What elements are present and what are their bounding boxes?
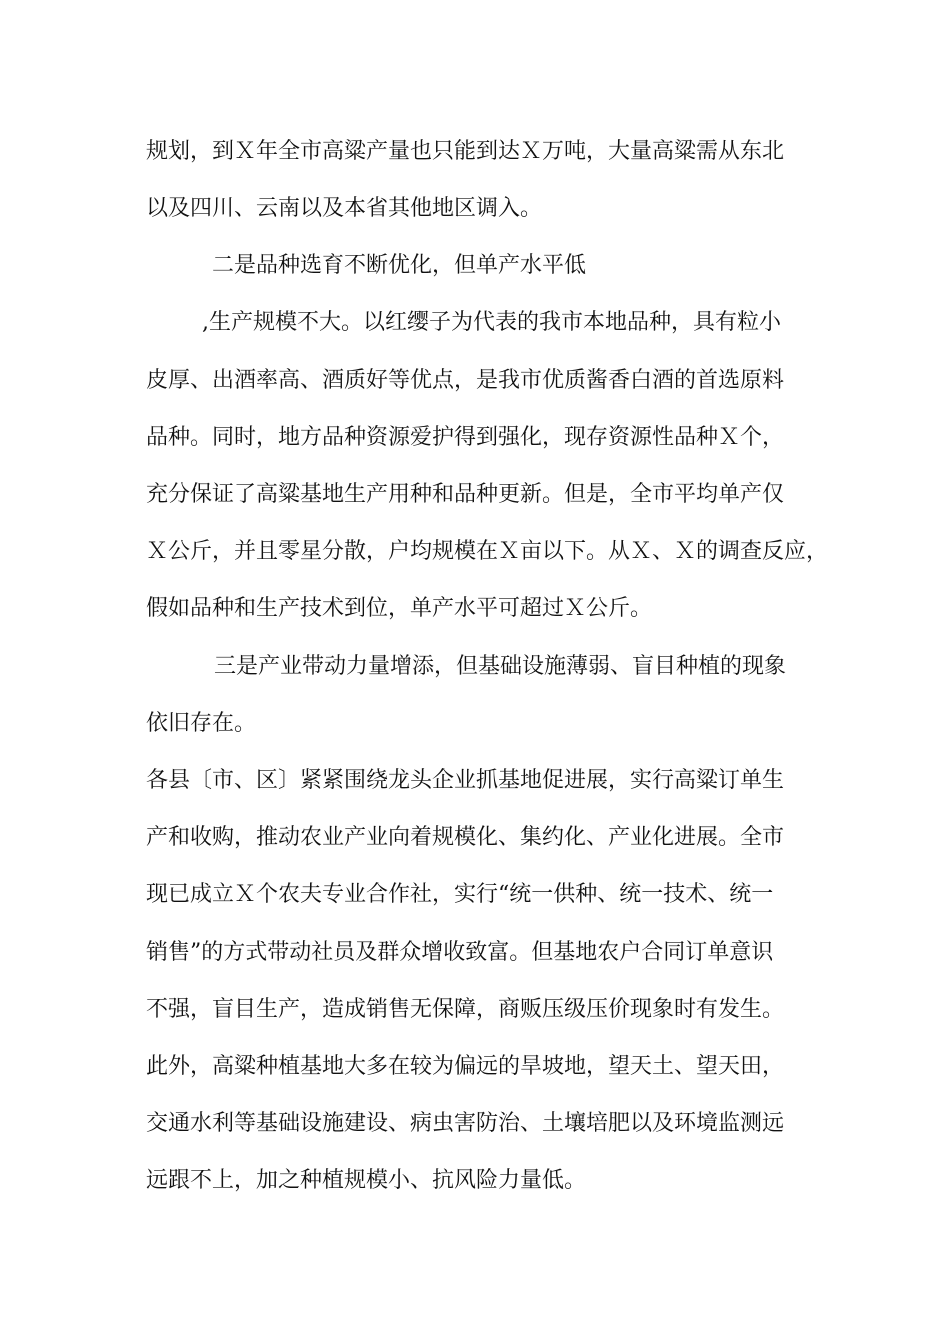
section-heading-3: 三是产业带动力量增添，但基础设施薄弱、盲目种植的现象: [214, 654, 787, 679]
section-heading-2: 二是品种选育不断优化，但单产水平低: [212, 253, 587, 278]
text-line: 规划，到Ｘ年全市高粱产量也只能到达Ｘ万吨，大量高粱需从东北: [146, 139, 785, 164]
text-line: 此外，高粱种植基地大多在较为偏远的旱坡地，望天土、望天田，: [146, 1054, 785, 1079]
text-line: 皮厚、出酒率高、酒质好等优点，是我市优质酱香白酒的首选原料: [146, 368, 785, 393]
text-line: 远跟不上，加之种植规模小、抗风险力量低。: [146, 1168, 587, 1193]
text-line: 充分保证了高粱基地生产用种和品种更新。但是，全市平均单产仅: [146, 482, 785, 507]
text-line: 现已成立Ｘ个农夫专业合作社，实行“统一供种、统一技术、统一: [146, 882, 774, 907]
text-line: 假如品种和生产技术到位，单产水平可超过Ｘ公斤。: [146, 596, 653, 621]
text-line: Ｘ公斤，并且零星分散，户均规模在Ｘ亩以下。从Ｘ、Ｘ的调查反应，: [146, 539, 829, 564]
text-line: 不强，盲目生产，造成销售无保障，商贩压级压价现象时有发生。: [146, 997, 785, 1022]
text-line: 产和收购，推动农业产业向着规模化、集约化、产业化进展。全市: [146, 825, 785, 850]
text-line: 以及四川、云南以及本省其他地区调入。: [146, 196, 543, 221]
text-line: 各县〔市、区〕紧紧围绕龙头企业抓基地促进展，实行高粱订单生: [146, 768, 785, 793]
text-line: 品种。同时，地方品种资源爱护得到强化，现存资源性品种Ｘ个，: [146, 425, 785, 450]
text-line: 依旧存在。: [146, 711, 257, 736]
text-line: 销售”的方式带动社员及群众增收致富。但基地农户合同订单意识: [146, 940, 774, 965]
text-line: 交通水利等基础设施建设、病虫害防治、土壤培肥以及环境监测远: [146, 1111, 785, 1136]
text-line: ,生产规模不大。以红缨子为代表的我市本地品种，具有粒小: [202, 310, 781, 335]
